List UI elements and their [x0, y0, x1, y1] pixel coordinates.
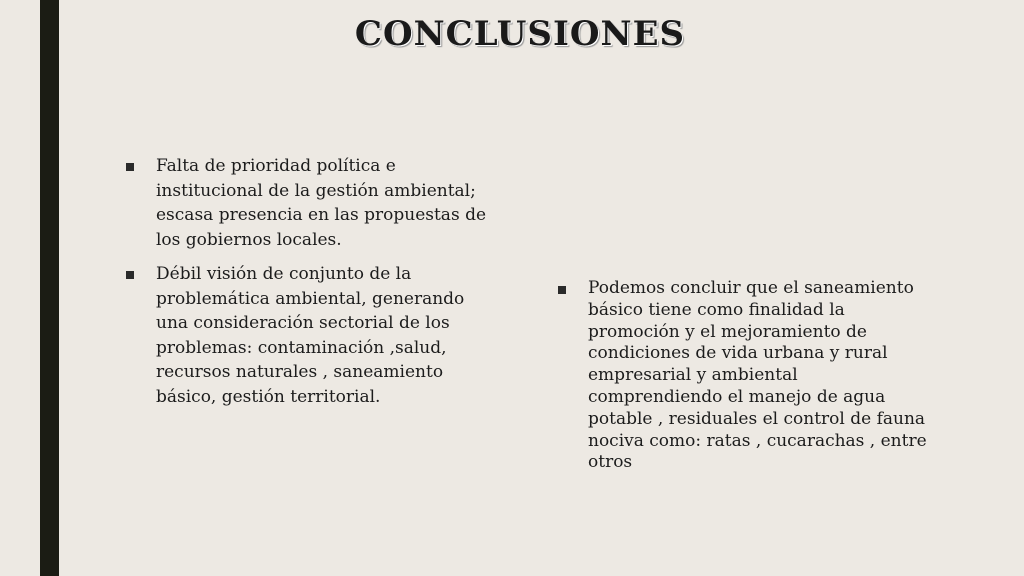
square-bullet-icon [558, 286, 566, 294]
bullet-text: Podemos concluir que el saneamiento básico tiene como finalidad la promoción y el mejoramiento de condiciones de vida urbana y rural empresarial y ambiental comprendiendo el manejo de agua potable , residuales el control de fauna nociva como: ratas , cucarachas , entre otros [588, 278, 927, 473]
list-item [124, 154, 494, 252]
square-bullet-icon [126, 163, 134, 171]
bullet-text: Débil visión de conjunto de la problemática ambiental, generando una consideración sectorial de los problemas: contaminación ,salud, recursos naturales , saneamiento básico, gestión territorial. [156, 264, 465, 407]
list-item [124, 262, 494, 409]
left-accent-bar [40, 0, 59, 576]
square-bullet-icon [126, 271, 134, 279]
slide-title: CONCLUSIONES [354, 14, 686, 54]
bullet-text: Falta de prioridad política e institucional de la gestión ambiental; escasa presencia en las propuestas de los gobiernos locales. [156, 156, 487, 250]
right-bullet-list [556, 278, 936, 484]
left-bullet-list [124, 154, 494, 419]
list-item [556, 278, 936, 474]
